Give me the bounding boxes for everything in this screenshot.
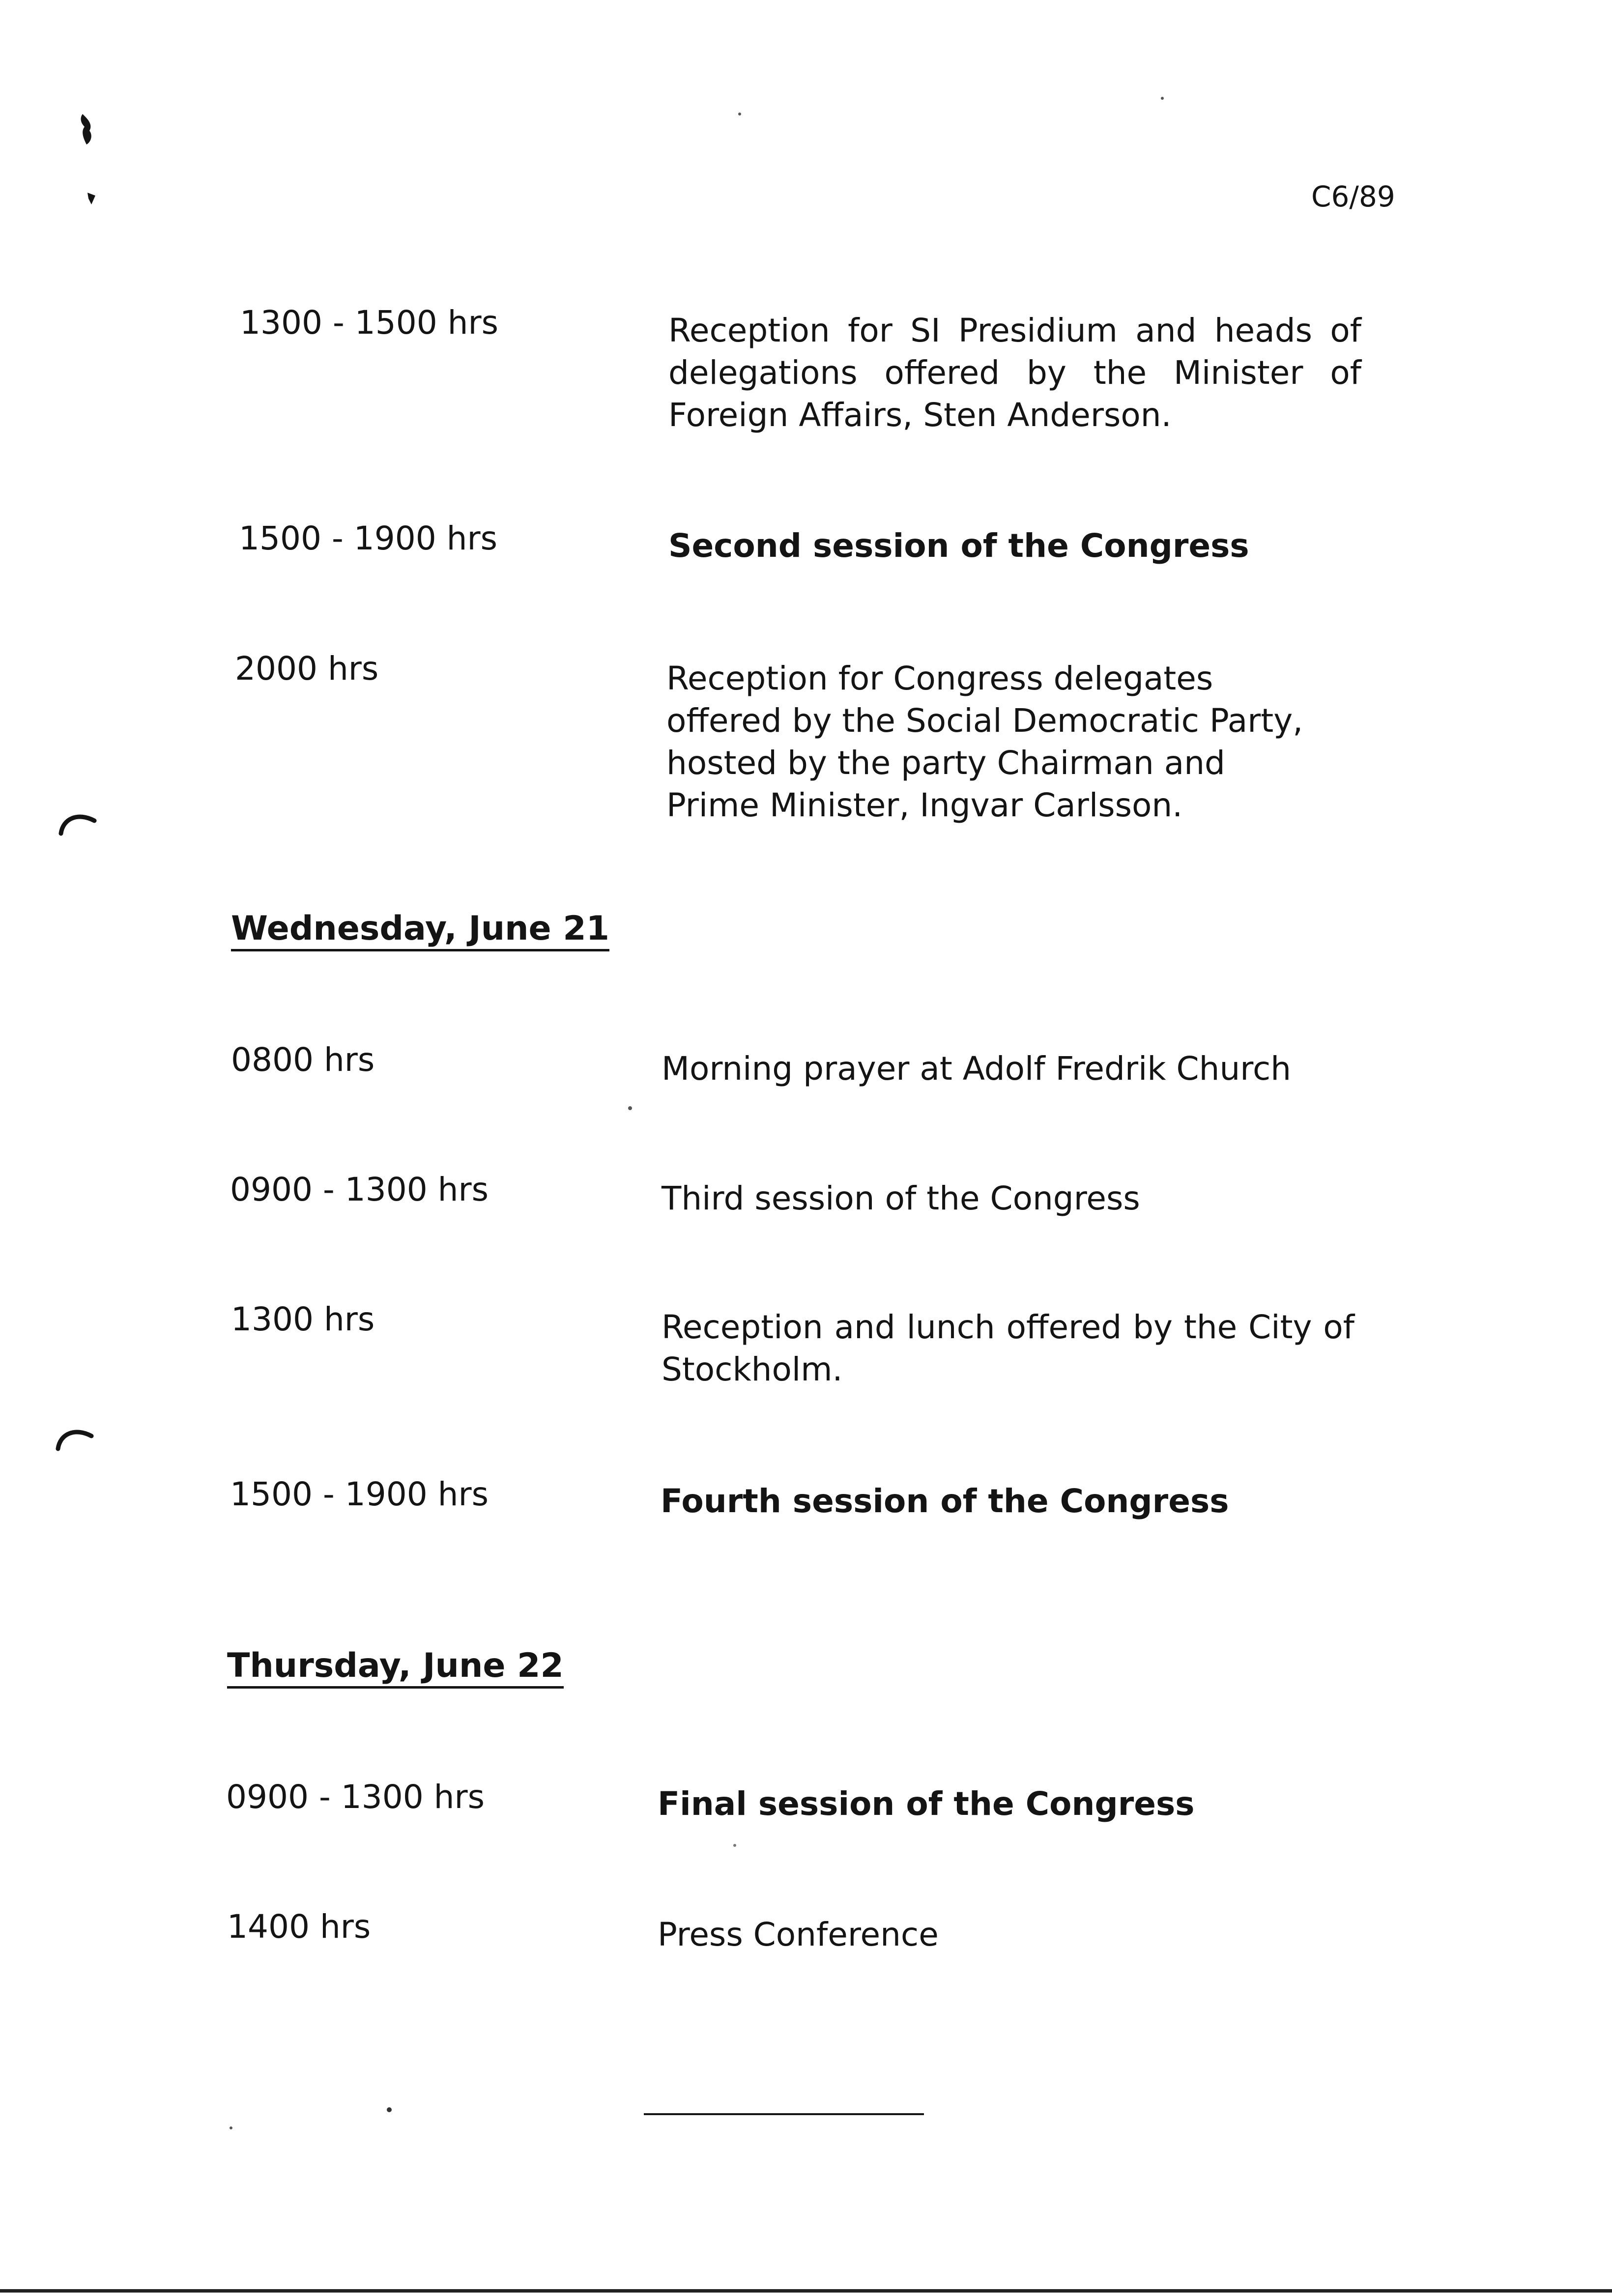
- day-heading: Wednesday, June 21: [231, 909, 609, 951]
- page-bottom-edge: [0, 2289, 1612, 2293]
- schedule-time: 1500 - 1900 hrs: [230, 1475, 489, 1513]
- schedule-event: Reception and lunch offered by the City of Stockholm.: [662, 1308, 1354, 1388]
- schedule-event: Press Conference: [658, 1916, 939, 1953]
- schedule-event: Reception for Congress delegates offered by the Social Democratic Party, hosted by the party Chairman and Prime Minister, Ingvar Carlsson.: [666, 660, 1303, 824]
- schedule-time: 0800 hrs: [231, 1041, 375, 1079]
- day-heading: Thursday, June 22: [227, 1646, 564, 1689]
- schedule-time: 0900 - 1300 hrs: [230, 1171, 489, 1208]
- document-reference: C6/89: [1311, 180, 1395, 213]
- schedule-time: 2000 hrs: [235, 650, 379, 688]
- schedule-event: Final session of the Congress: [658, 1785, 1195, 1823]
- schedule-time: 1300 hrs: [231, 1300, 375, 1338]
- schedule-event: Third session of the Congress: [662, 1179, 1140, 1217]
- schedule-time: 0900 - 1300 hrs: [226, 1778, 485, 1816]
- schedule-event: Second session of the Congress: [668, 527, 1249, 565]
- schedule-time: 1300 - 1500 hrs: [240, 304, 499, 342]
- end-of-schedule-rule: [644, 2113, 924, 2115]
- schedule-time: 1500 - 1900 hrs: [239, 519, 498, 557]
- schedule-event: Morning prayer at Adolf Fredrik Church: [662, 1050, 1292, 1088]
- schedule-time: 1400 hrs: [227, 1908, 371, 1946]
- punch-hole-mark-upper: [58, 810, 97, 836]
- punch-hole-mark-lower: [55, 1425, 94, 1452]
- schedule-event: Fourth session of the Congress: [661, 1482, 1229, 1520]
- schedule-event: Reception for SI Presidium and heads of delegations offered by the Minister of Foreign Affairs, Sten Anderson.: [668, 312, 1361, 434]
